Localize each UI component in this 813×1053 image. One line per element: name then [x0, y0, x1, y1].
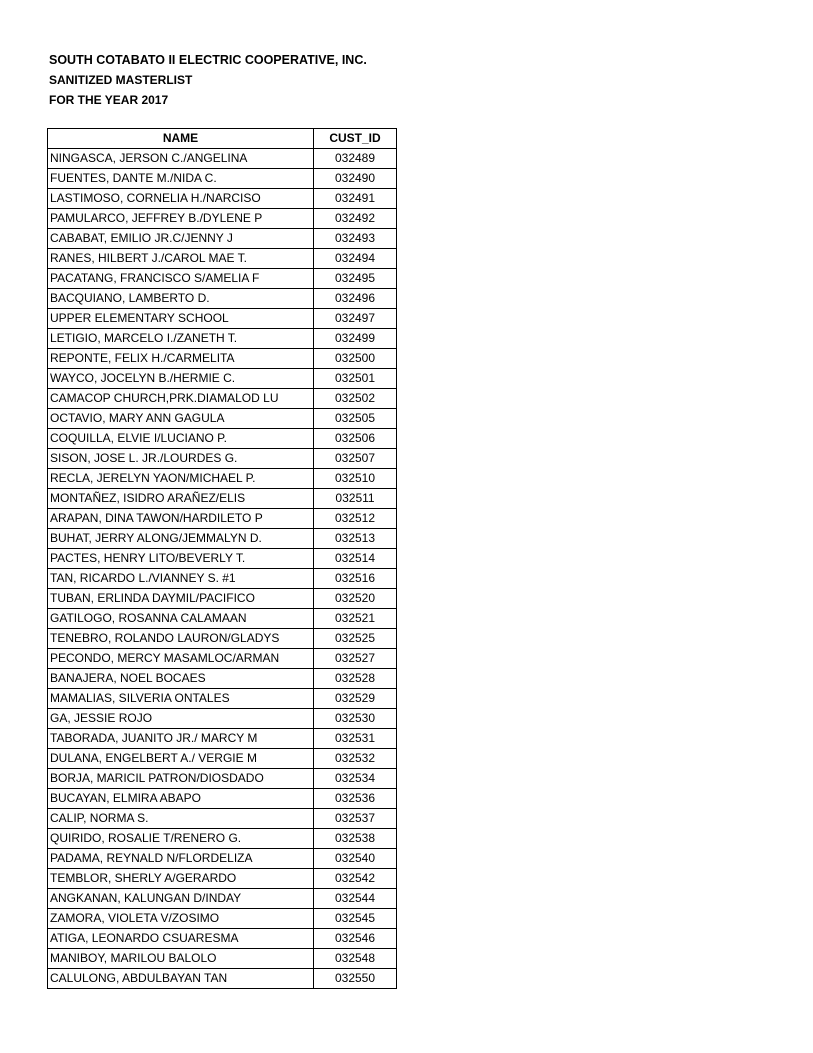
- table-row: [48, 209, 397, 229]
- table-row: [48, 549, 397, 569]
- customer-id-cell: 032532: [314, 749, 397, 769]
- customer-name-cell: PADAMA, REYNALD N/FLORDELIZA: [48, 849, 314, 869]
- table-row: [48, 609, 397, 629]
- customer-name-cell: LETIGIO, MARCELO I./ZANETH T.: [48, 329, 314, 349]
- table-row: [48, 289, 397, 309]
- table-row: [48, 369, 397, 389]
- customer-id-cell: 032492: [314, 209, 397, 229]
- customer-id-cell: 032548: [314, 949, 397, 969]
- table-row: [48, 689, 397, 709]
- customer-id-cell: 032489: [314, 149, 397, 169]
- document-year: FOR THE YEAR 2017: [49, 93, 169, 107]
- customer-name-cell: PACTES, HENRY LITO/BEVERLY T.: [48, 549, 314, 569]
- customer-id-cell: 032538: [314, 829, 397, 849]
- customer-name-cell: OCTAVIO, MARY ANN GAGULA: [48, 409, 314, 429]
- customer-id-cell: 032525: [314, 629, 397, 649]
- customer-name-cell: TEMBLOR, SHERLY A/GERARDO: [48, 869, 314, 889]
- customer-id-cell: 032506: [314, 429, 397, 449]
- customer-name-cell: GATILOGO, ROSANNA CALAMAAN: [48, 609, 314, 629]
- customer-id-cell: 032530: [314, 709, 397, 729]
- customer-id-cell: 032534: [314, 769, 397, 789]
- customer-id-cell: 032527: [314, 649, 397, 669]
- customer-id-cell: 032514: [314, 549, 397, 569]
- customer-id-cell: 032537: [314, 809, 397, 829]
- customer-name-cell: RECLA, JERELYN YAON/MICHAEL P.: [48, 469, 314, 489]
- table-row: [48, 829, 397, 849]
- customer-id-cell: 032521: [314, 609, 397, 629]
- table-row: [48, 509, 397, 529]
- table-row: [48, 249, 397, 269]
- customer-name-cell: REPONTE, FELIX H./CARMELITA: [48, 349, 314, 369]
- table-body: [48, 149, 397, 989]
- customer-id-cell: 032531: [314, 729, 397, 749]
- table-row: [48, 849, 397, 869]
- customer-name-cell: TUBAN, ERLINDA DAYMIL/PACIFICO: [48, 589, 314, 609]
- customer-id-cell: 032502: [314, 389, 397, 409]
- customer-name-cell: WAYCO, JOCELYN B./HERMIE C.: [48, 369, 314, 389]
- customer-id-cell: 032520: [314, 589, 397, 609]
- table-row: [48, 569, 397, 589]
- table-row: [48, 649, 397, 669]
- masterlist-table: [47, 128, 397, 989]
- table-row: [48, 929, 397, 949]
- table-row: [48, 949, 397, 969]
- customer-name-cell: PAMULARCO, JEFFREY B./DYLENE P: [48, 209, 314, 229]
- customer-name-cell: CALIP, NORMA S.: [48, 809, 314, 829]
- table-row: [48, 669, 397, 689]
- customer-name-cell: LASTIMOSO, CORNELIA H./NARCISO: [48, 189, 314, 209]
- table-row: [48, 769, 397, 789]
- table-row: [48, 869, 397, 889]
- customer-id-cell: 032513: [314, 529, 397, 549]
- table-row: [48, 229, 397, 249]
- table-row: [48, 909, 397, 929]
- customer-name-cell: TABORADA, JUANITO JR./ MARCY M: [48, 729, 314, 749]
- customer-id-cell: 032497: [314, 309, 397, 329]
- table-row: [48, 389, 397, 409]
- table-row: [48, 629, 397, 649]
- customer-name-cell: ANGKANAN, KALUNGAN D/INDAY: [48, 889, 314, 909]
- customer-id-cell: 032540: [314, 849, 397, 869]
- customer-id-cell: 032511: [314, 489, 397, 509]
- customer-name-cell: BORJA, MARICIL PATRON/DIOSDADO: [48, 769, 314, 789]
- customer-name-cell: PACATANG, FRANCISCO S/AMELIA F: [48, 269, 314, 289]
- customer-name-cell: CAMACOP CHURCH,PRK.DIAMALOD LU: [48, 389, 314, 409]
- customer-id-cell: 032499: [314, 329, 397, 349]
- customer-name-cell: COQUILLA, ELVIE I/LUCIANO P.: [48, 429, 314, 449]
- table-row: [48, 149, 397, 169]
- table-row: [48, 529, 397, 549]
- table-row: [48, 189, 397, 209]
- customer-name-cell: ATIGA, LEONARDO CSUARESMA: [48, 929, 314, 949]
- customer-name-cell: TAN, RICARDO L./VIANNEY S. #1: [48, 569, 314, 589]
- customer-name-cell: QUIRIDO, ROSALIE T/RENERO G.: [48, 829, 314, 849]
- table-row: [48, 429, 397, 449]
- table-row: [48, 589, 397, 609]
- document-header: [49, 50, 367, 110]
- customer-name-cell: PECONDO, MERCY MASAMLOC/ARMAN: [48, 649, 314, 669]
- table-row: [48, 409, 397, 429]
- customer-name-cell: ARAPAN, DINA TAWON/HARDILETO P: [48, 509, 314, 529]
- customer-name-cell: NINGASCA, JERSON C./ANGELINA: [48, 149, 314, 169]
- table-row: [48, 449, 397, 469]
- customer-name-cell: CALULONG, ABDULBAYAN TAN: [48, 969, 314, 989]
- customer-id-cell: 032500: [314, 349, 397, 369]
- customer-id-cell: 032490: [314, 169, 397, 189]
- table-row: [48, 789, 397, 809]
- table-row: [48, 709, 397, 729]
- customer-name-cell: BUHAT, JERRY ALONG/JEMMALYN D.: [48, 529, 314, 549]
- customer-id-cell: 032542: [314, 869, 397, 889]
- customer-id-cell: 032550: [314, 969, 397, 989]
- column-header-name: NAME: [48, 129, 314, 149]
- table-row: [48, 169, 397, 189]
- table-row: [48, 469, 397, 489]
- customer-id-cell: 032491: [314, 189, 397, 209]
- customer-id-cell: 032536: [314, 789, 397, 809]
- table-row: [48, 489, 397, 509]
- table-header-row: [48, 129, 397, 149]
- customer-name-cell: MAMALIAS, SILVERIA ONTALES: [48, 689, 314, 709]
- table-row: [48, 729, 397, 749]
- customer-id-cell: 032505: [314, 409, 397, 429]
- customer-id-cell: 032545: [314, 909, 397, 929]
- customer-name-cell: UPPER ELEMENTARY SCHOOL: [48, 309, 314, 329]
- organization-title: SOUTH COTABATO II ELECTRIC COOPERATIVE, INC.: [49, 53, 367, 67]
- customer-id-cell: 032501: [314, 369, 397, 389]
- customer-name-cell: BANAJERA, NOEL BOCAES: [48, 669, 314, 689]
- customer-name-cell: RANES, HILBERT J./CAROL MAE T.: [48, 249, 314, 269]
- document-subtitle: SANITIZED MASTERLIST: [49, 73, 193, 87]
- customer-id-cell: 032512: [314, 509, 397, 529]
- customer-id-cell: 032510: [314, 469, 397, 489]
- table-row: [48, 329, 397, 349]
- table-row: [48, 309, 397, 329]
- customer-name-cell: ZAMORA, VIOLETA V/ZOSIMO: [48, 909, 314, 929]
- customer-name-cell: TENEBRO, ROLANDO LAURON/GLADYS: [48, 629, 314, 649]
- customer-id-cell: 032496: [314, 289, 397, 309]
- customer-name-cell: MANIBOY, MARILOU BALOLO: [48, 949, 314, 969]
- customer-id-cell: 032529: [314, 689, 397, 709]
- table-row: [48, 269, 397, 289]
- customer-id-cell: 032493: [314, 229, 397, 249]
- table-row: [48, 349, 397, 369]
- customer-id-cell: 032546: [314, 929, 397, 949]
- customer-name-cell: CABABAT, EMILIO JR.C/JENNY J: [48, 229, 314, 249]
- column-header-cust-id: CUST_ID: [314, 129, 397, 149]
- customer-id-cell: 032544: [314, 889, 397, 909]
- customer-name-cell: MONTAÑEZ, ISIDRO ARAÑEZ/ELIS: [48, 489, 314, 509]
- table-row: [48, 889, 397, 909]
- customer-id-cell: 032528: [314, 669, 397, 689]
- customer-name-cell: BUCAYAN, ELMIRA ABAPO: [48, 789, 314, 809]
- customer-name-cell: GA, JESSIE ROJO: [48, 709, 314, 729]
- customer-name-cell: SISON, JOSE L. JR./LOURDES G.: [48, 449, 314, 469]
- table-row: [48, 809, 397, 829]
- table-row: [48, 969, 397, 989]
- customer-name-cell: DULANA, ENGELBERT A./ VERGIE M: [48, 749, 314, 769]
- customer-name-cell: FUENTES, DANTE M./NIDA C.: [48, 169, 314, 189]
- customer-id-cell: 032495: [314, 269, 397, 289]
- customer-id-cell: 032494: [314, 249, 397, 269]
- customer-id-cell: 032516: [314, 569, 397, 589]
- customer-id-cell: 032507: [314, 449, 397, 469]
- customer-name-cell: BACQUIANO, LAMBERTO D.: [48, 289, 314, 309]
- table-row: [48, 749, 397, 769]
